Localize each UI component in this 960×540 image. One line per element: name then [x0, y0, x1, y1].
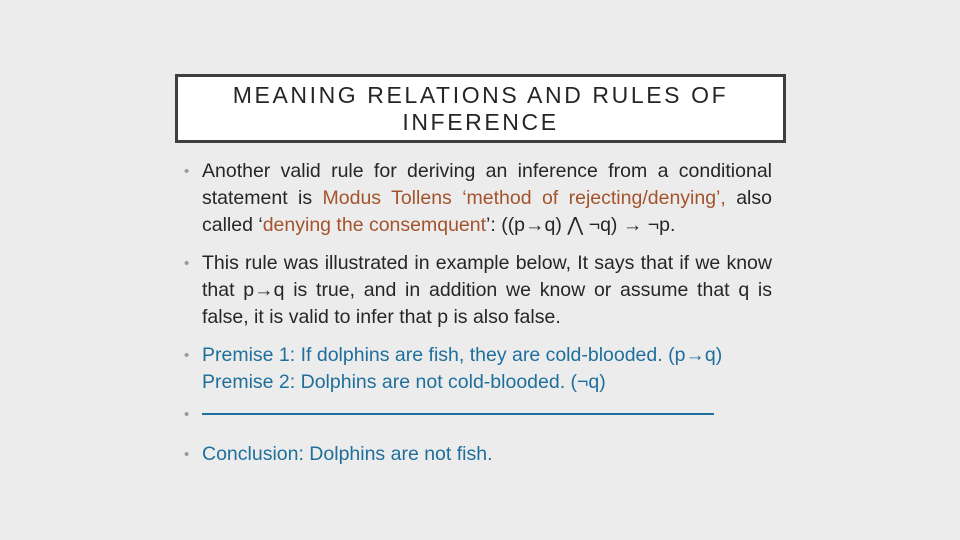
- bullet-item-conclusion: [184, 441, 772, 468]
- term-modus-tollens: Modus Tollens ‘method of rejecting/denying’,: [322, 187, 726, 209]
- term-denying-consequent: denying the consemquent: [262, 214, 487, 236]
- item-text: Another valid rule for deriving an inference from a conditional statement is: [202, 160, 772, 209]
- slide-title: MEANING RELATIONS AND RULES OF INFERENCE: [232, 81, 729, 135]
- bullet-item-premises: [184, 342, 772, 396]
- bullet-item-modus-tollens: [184, 158, 772, 239]
- item-text: Premise 1: If dolphins are fish, they are cold-blooded. (p→q) Premise 2: Dolphins are not cold-blooded. (¬q): [202, 344, 723, 393]
- bullet-item-separator: [184, 401, 772, 428]
- item-text: This rule was illustrated in example below, It says that if we know that p→q is true, and in addition we know or assume that q is false, it is valid to infer that p is also false.: [202, 252, 772, 328]
- bullet-item-explanation: [184, 250, 772, 331]
- title-box: [175, 74, 786, 143]
- item-text: Conclusion: Dolphins are not fish.: [202, 443, 493, 465]
- bullet-list: [184, 158, 772, 478]
- bullet-icon: •: [184, 255, 190, 272]
- separator-line: [202, 413, 714, 415]
- item-text: also called ‘: [202, 187, 772, 236]
- item-text: ’: ((p→q) ⋀ ¬q) → ¬p.: [486, 214, 676, 236]
- bullet-icon: •: [184, 406, 190, 423]
- bullet-icon: •: [184, 163, 190, 180]
- bullet-icon: •: [184, 446, 190, 463]
- bullet-icon: •: [184, 347, 190, 364]
